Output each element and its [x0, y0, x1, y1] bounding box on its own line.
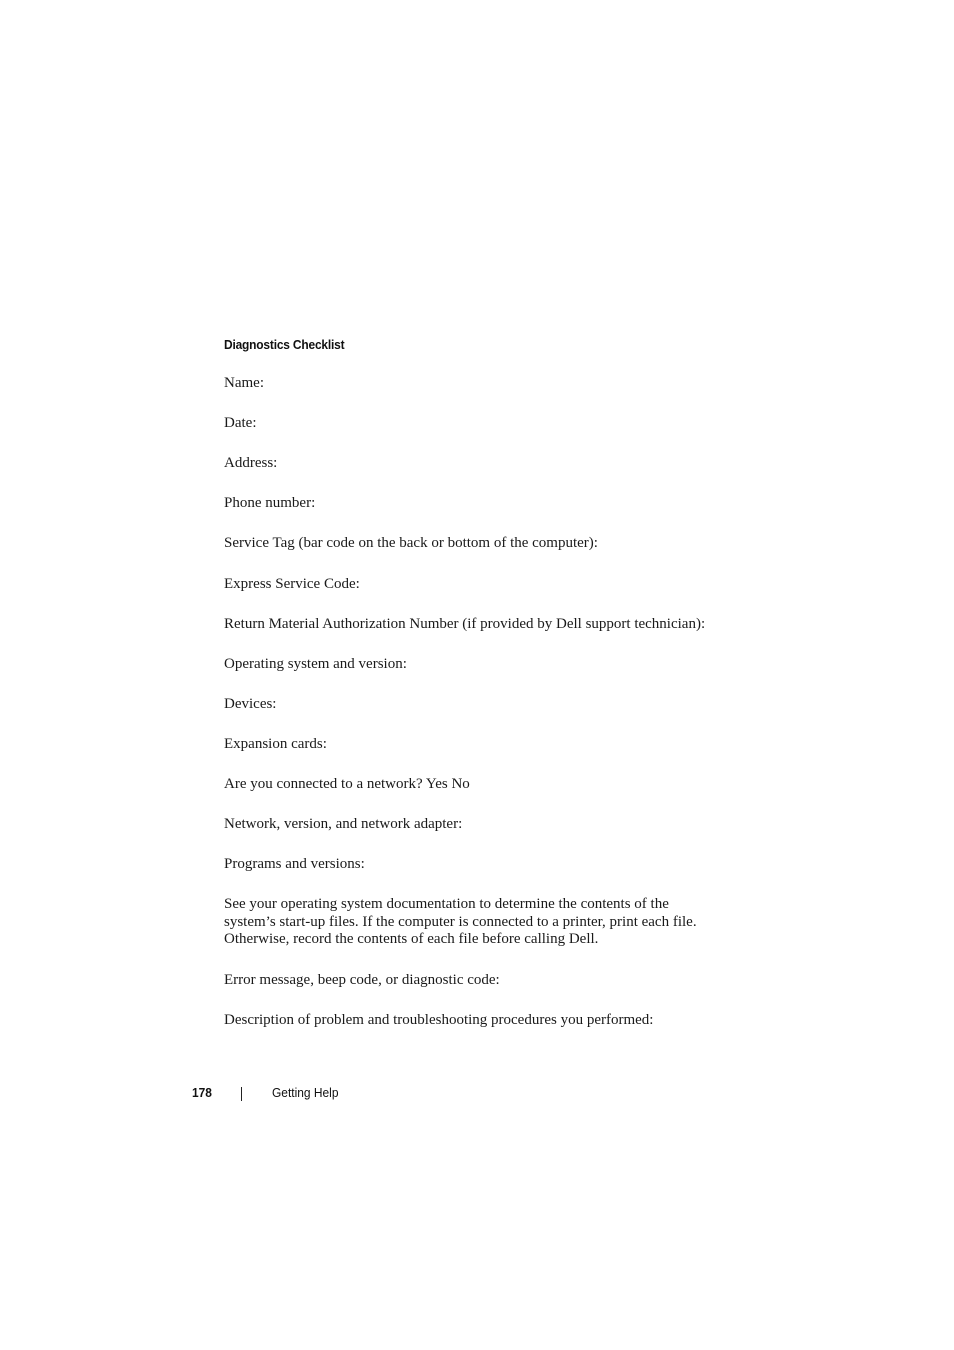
field-error-message: Error message, beep code, or diagnostic code: [224, 972, 500, 988]
field-rma-number: Return Material Authorization Number (if provided by Dell support technician): [224, 616, 706, 632]
field-network-connection: Are you connected to a network? Yes No [224, 776, 470, 792]
page-footer [0, 1084, 954, 1104]
field-express-service-code: Express Service Code: [224, 576, 360, 592]
page-title: Diagnostics Checklist [224, 337, 345, 352]
field-programs: Programs and versions: [224, 856, 365, 872]
footer-separator [241, 1087, 242, 1101]
field-phone-number: Phone number: [224, 495, 316, 511]
startup-files-instruction: See your operating system documentation to determine the contents of the system’s start-up files. If the computer is connected to a printer, print each file. Otherwise, record the contents of each file before calling Dell. [224, 896, 697, 948]
field-date: Date: [224, 415, 257, 431]
page-number: 178 [192, 1085, 212, 1100]
field-service-tag: Service Tag (bar code on the back or bottom of the computer): [224, 535, 598, 551]
field-operating-system: Operating system and version: [224, 656, 407, 672]
field-name: Name: [224, 375, 264, 391]
field-devices: Devices: [224, 696, 277, 712]
checklist-content [224, 335, 724, 1028]
field-expansion-cards: Expansion cards: [224, 736, 327, 752]
field-address: Address: [224, 455, 278, 471]
footer-section-title: Getting Help [272, 1085, 339, 1100]
field-network-adapter: Network, version, and network adapter: [224, 816, 463, 832]
field-problem-description: Description of problem and troubleshooting procedures you performed: [224, 1012, 654, 1028]
